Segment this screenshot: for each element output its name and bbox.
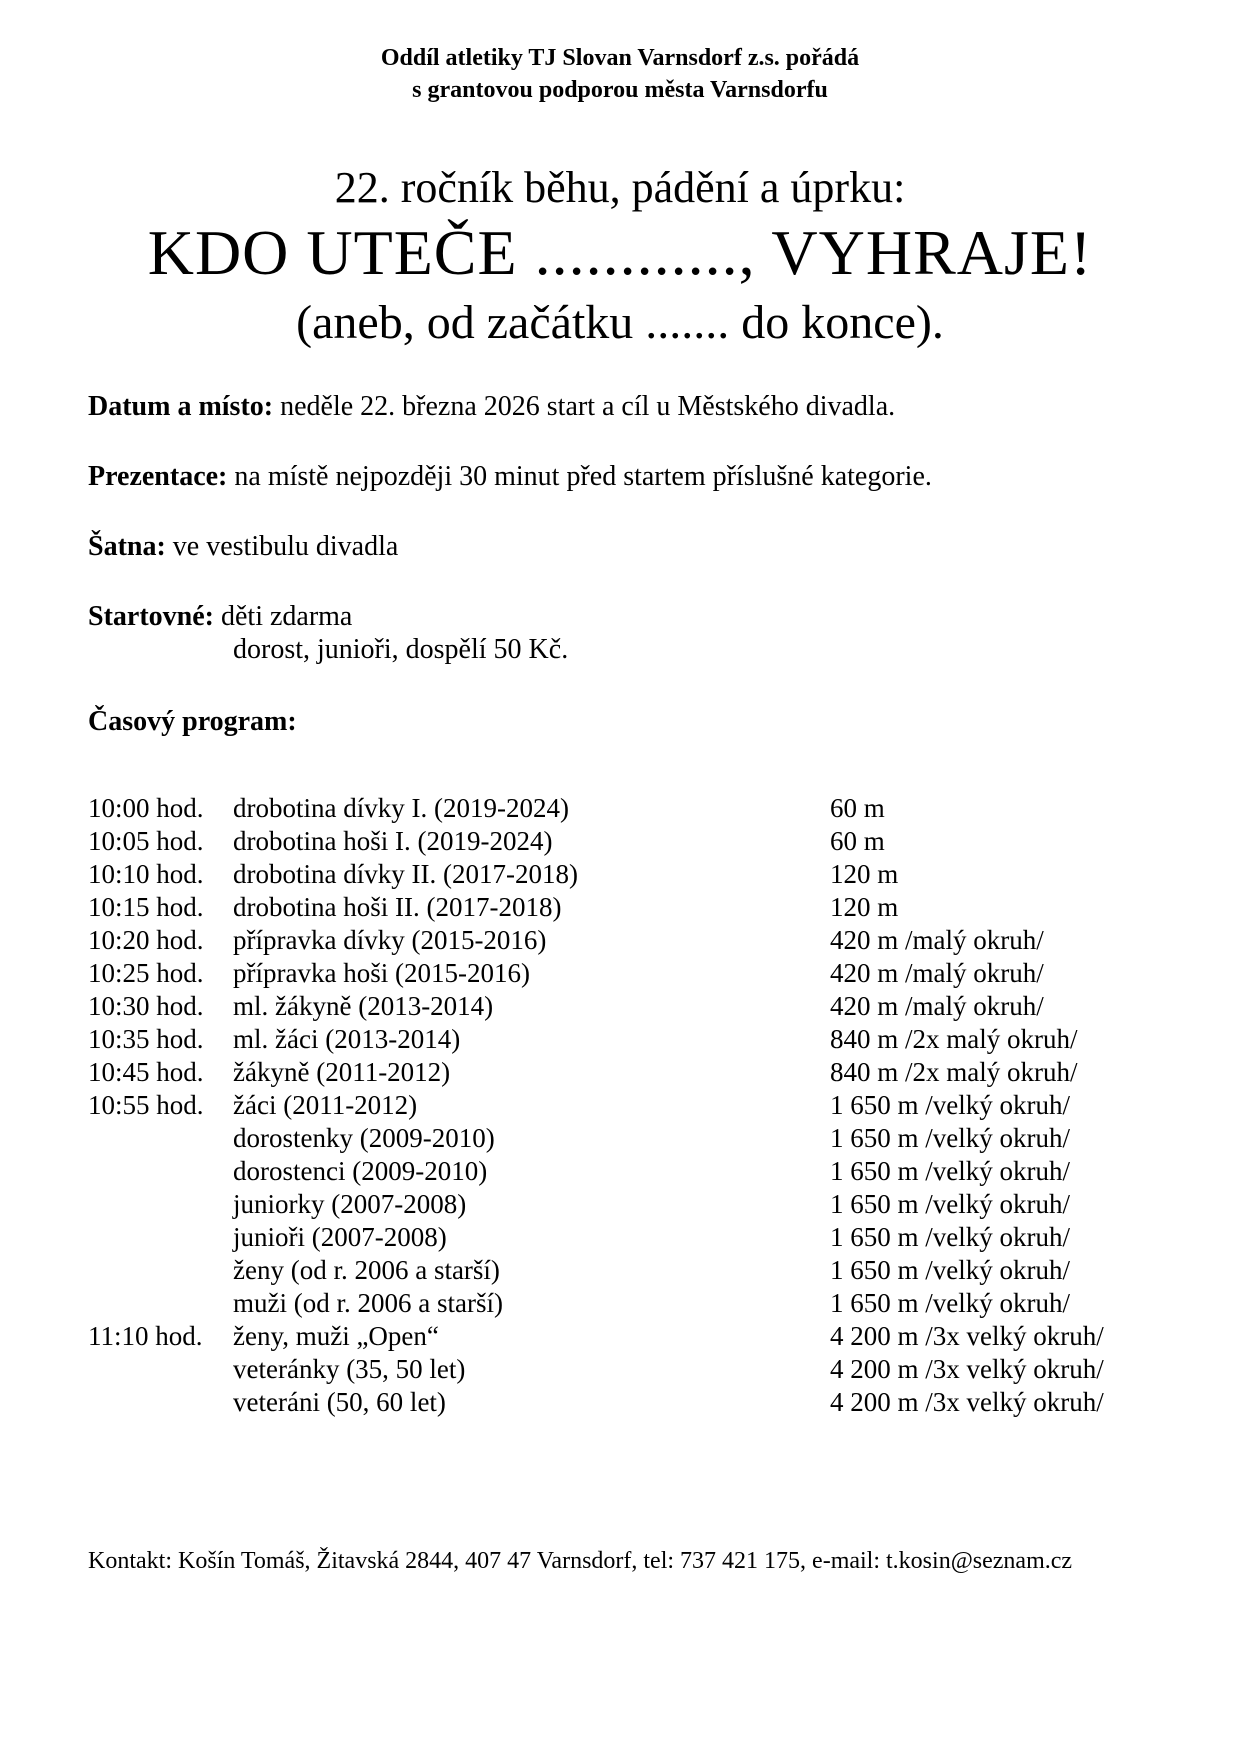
info-date-place [88,390,1152,423]
schedule-category: veteránky (35, 50 let) [233,1354,466,1384]
schedule-time: 10:00 hod. [88,793,204,823]
schedule-distance: 420 m /malý okruh/ [830,925,1044,955]
schedule-time: 10:05 hod. [88,826,204,856]
schedule-row [88,1122,1152,1155]
schedule-time: 10:20 hod. [88,925,204,955]
schedule-row [88,1320,1152,1353]
schedule-row [88,1386,1152,1419]
schedule-distance: 1 650 m /velký okruh/ [830,1090,1070,1120]
organisation-line-2: s grantovou podporou města Varnsdorfu [412,77,828,103]
schedule-row [88,1353,1152,1386]
info-date-place-label: Datum a místo: [88,391,274,422]
schedule-category: juniorky (2007-2008) [233,1189,467,1219]
schedule-time: 10:25 hod. [88,958,204,988]
schedule-category: ženy, muži „Open“ [233,1321,439,1351]
event-edition-line: 22. ročník běhu, pádění a úprku: [334,163,906,212]
schedule-row [88,1056,1152,1089]
schedule-row [88,1089,1152,1122]
schedule-category: drobotina dívky I. (2019-2024) [233,793,569,823]
schedule-row [88,792,1152,825]
info-entry-fee-line2: dorost, junioři, dospělí 50 Kč. [233,634,569,665]
schedule-time: 10:30 hod. [88,991,204,1021]
schedule-time [88,1155,233,1188]
schedule-distance: 1 650 m /velký okruh/ [830,1255,1070,1285]
schedule-category: ženy (od r. 2006 a starší) [233,1255,500,1285]
schedule-time [88,1188,233,1221]
schedule-time: 11:10 hod. [88,1321,203,1351]
schedule-distance: 120 m [830,892,899,922]
event-subtitle: (aneb, od začátku ....... do konce). [296,296,944,349]
schedule-distance: 60 m [830,826,885,856]
organisation-line-1: Oddíl atletiky TJ Slovan Varnsdorf z.s. pořádá [380,45,860,71]
schedule-time: 10:15 hod. [88,892,204,922]
schedule-row [88,1221,1152,1254]
organisation-header [88,0,1152,106]
schedule-time: 10:10 hod. [88,859,204,889]
schedule-distance: 120 m [830,859,899,889]
info-presentation-text: na místě nejpozději 30 minut před startem příslušné kategorie. [234,461,932,492]
info-entry-fee-label: Startovné: [88,601,214,632]
schedule-time [88,1287,233,1320]
schedule-time [88,1254,233,1287]
schedule-row [88,990,1152,1023]
schedule-category: muži (od r. 2006 a starší) [233,1288,503,1318]
schedule-category: ml. žákyně (2013-2014) [233,991,494,1021]
schedule-heading: Časový program: [88,706,297,737]
info-cloakroom-text: ve vestibulu divadla [172,531,399,562]
schedule-time [88,1221,233,1254]
schedule-category: junioři (2007-2008) [233,1222,447,1252]
schedule-category: drobotina hoši I. (2019-2024) [233,826,553,856]
schedule-category: dorostenky (2009-2010) [233,1123,495,1153]
info-presentation [88,460,1152,493]
schedule-time [88,1122,233,1155]
schedule-row [88,1023,1152,1056]
schedule-distance: 1 650 m /velký okruh/ [830,1288,1070,1318]
schedule-distance: 1 650 m /velký okruh/ [830,1189,1070,1219]
schedule-distance: 4 200 m /3x velký okruh/ [830,1321,1104,1351]
schedule-category: drobotina hoši II. (2017-2018) [233,892,562,922]
schedule-distance: 420 m /malý okruh/ [830,958,1044,988]
schedule-time: 10:55 hod. [88,1090,204,1120]
info-entry-fee-line1: děti zdarma [220,601,353,632]
schedule-row [88,858,1152,891]
schedule-category: přípravka hoši (2015-2016) [233,958,530,988]
schedule-distance: 60 m [830,793,885,823]
schedule-distance: 420 m /malý okruh/ [830,991,1044,1021]
schedule-row [88,957,1152,990]
info-cloakroom [88,530,1152,563]
schedule-distance: 1 650 m /velký okruh/ [830,1222,1070,1252]
schedule-category: veteráni (50, 60 let) [233,1387,446,1417]
info-date-place-text: neděle 22. března 2026 start a cíl u Městského divadla. [280,391,896,422]
schedule-row [88,1188,1152,1221]
schedule-distance: 840 m /2x malý okruh/ [830,1024,1078,1054]
schedule-category: žáci (2011-2012) [233,1090,418,1120]
schedule-category: žákyně (2011-2012) [233,1057,451,1087]
info-entry-fee [88,600,1152,666]
schedule-row [88,1155,1152,1188]
schedule-distance: 840 m /2x malý okruh/ [830,1057,1078,1087]
schedule-time: 10:45 hod. [88,1057,204,1087]
schedule-row [88,924,1152,957]
schedule-time: 10:35 hod. [88,1024,204,1054]
schedule-row [88,1254,1152,1287]
schedule-distance: 4 200 m /3x velký okruh/ [830,1387,1104,1417]
schedule-category: dorostenci (2009-2010) [233,1156,488,1186]
schedule-table [88,792,1152,1419]
title-block [88,162,1152,354]
schedule-distance: 1 650 m /velký okruh/ [830,1123,1070,1153]
schedule-distance: 4 200 m /3x velký okruh/ [830,1354,1104,1384]
event-title: KDO UTEČE ............, VYHRAJE! [147,217,1093,288]
schedule-row [88,825,1152,858]
schedule-distance: 1 650 m /velký okruh/ [830,1156,1070,1186]
schedule-category: přípravka dívky (2015-2016) [233,925,547,955]
contact-line: Kontakt: Košín Tomáš, Žitavská 2844, 407 47 Varnsdorf, tel: 737 421 175, e-mail: t.kosin@seznam.cz [88,1548,1073,1574]
info-cloakroom-label: Šatna: [88,531,166,562]
info-presentation-label: Prezentace: [88,461,228,492]
schedule-time [88,1386,233,1419]
schedule-time [88,1353,233,1386]
schedule-row [88,1287,1152,1320]
schedule-row [88,891,1152,924]
schedule-category: drobotina dívky II. (2017-2018) [233,859,578,889]
schedule-category: ml. žáci (2013-2014) [233,1024,461,1054]
